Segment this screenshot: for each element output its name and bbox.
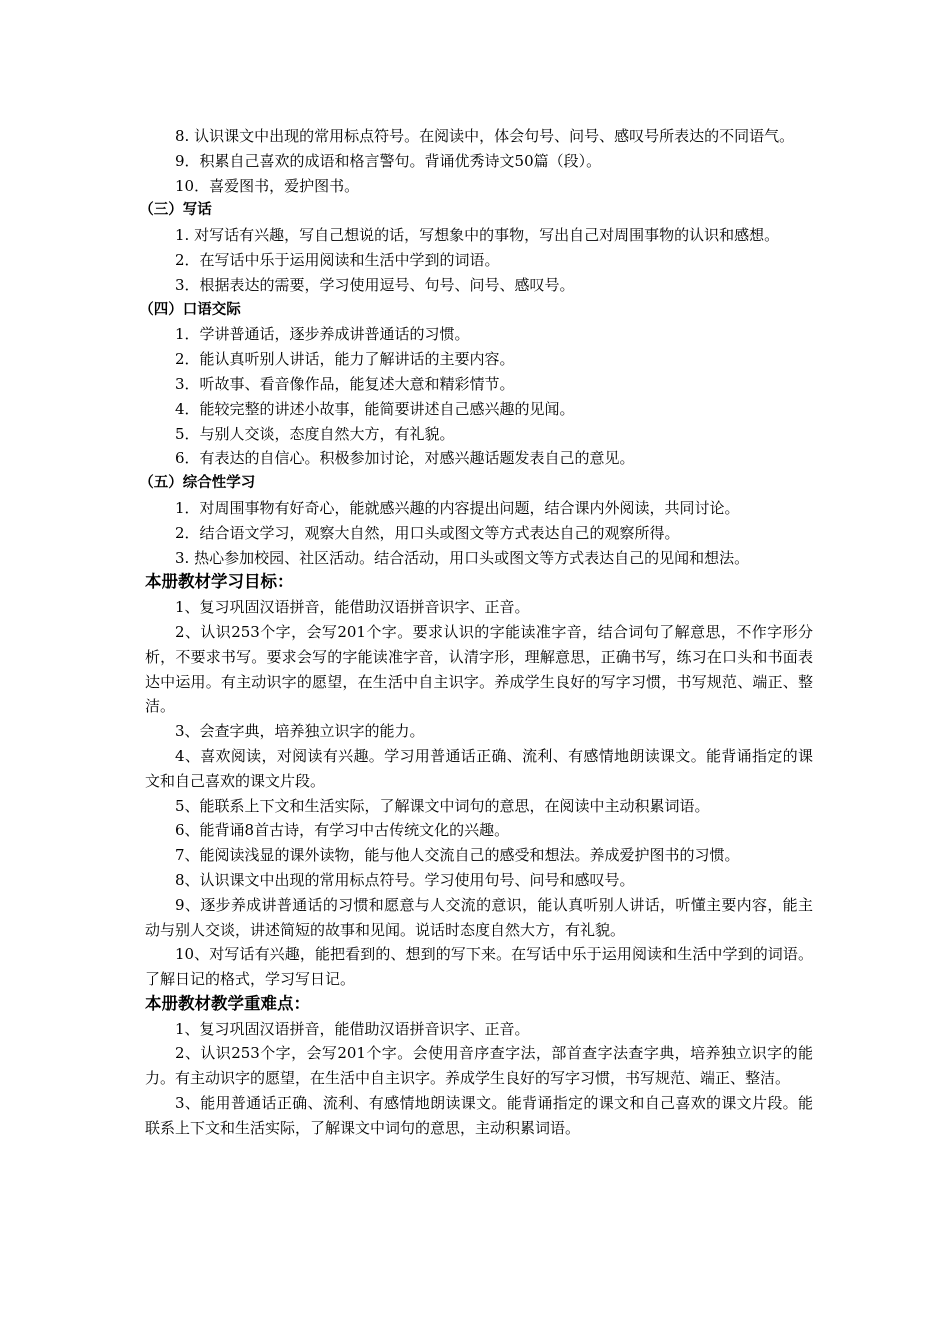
difficulty-item-2: 2、认识253个字，会写201个字。会使用音序查字法，部首查字法查字典，培养独立识字的能力。有主动识字的愿望，在生活中自主识字。养成学生良好的写字习惯，书写规范、端正、整洁。 (145, 1044, 813, 1088)
oral-item-4: 4．能较完整的讲述小故事，能简要讲述自己感兴趣的见闻。 (175, 399, 575, 418)
goal-item-8: 8、认识课文中出现的常用标点符号。学习使用句号、问号和感叹号。 (175, 870, 635, 889)
oral-item-1: 1．学讲普通话，逐步养成讲普通话的习惯。 (175, 325, 470, 344)
goal-item-2: 2、认识253个字，会写201个字。要求认识的字能读准字音，结合词句了解意思，不作字形分析，不要求书写。要求会写的字能读准字音，认清字形，理解意思，正确书写，练习在口头和书面表达中运用。有主动识字的愿望，在生活中自主识字。养成学生良好的写字习惯，书写规范、端正、整洁。 (145, 622, 813, 716)
difficulty-item-3: 3、能用普通话正确、流利、有感情地朗读课文。能背诵指定的课文和自己喜欢的课文片段。能联系上下文和生活实际，了解课文中词句的意思，主动积累词语。 (145, 1094, 813, 1137)
comprehensive-item-1: 1．对周围事物有好奇心，能就感兴趣的内容提出问题，结合课内外阅读，共同讨论。 (175, 498, 740, 517)
goals-heading: 本册教材学习目标： (145, 572, 294, 592)
goal-item-7: 7、能阅读浅显的课外读物，能与他人交流自己的感受和想法。养成爱护图书的习惯。 (175, 846, 740, 865)
difficulties-heading: 本册教材教学重难点： (145, 993, 310, 1013)
goal-item-9: 9、逐步养成讲普通话的习惯和愿意与人交流的意识，能认真听别人讲话，听懂主要内容，能主动与别人交谈，讲述简短的故事和见闻。说话时态度自然大方，有礼貌。 (145, 895, 813, 939)
oral-item-5: 5．与别人交谈，态度自然大方，有礼貌。 (175, 424, 455, 443)
comprehensive-item-3: 3. 热心参加校园、社区活动。结合活动，用口头或图文等方式表达自己的见闻和想法。 (175, 548, 750, 567)
comprehensive-heading: （五）综合性学习 (139, 475, 256, 492)
goal-item-10: 10、对写话有兴趣，能把看到的、想到的写下来。在写话中乐于运用阅读和生活中学到的词语。了解日记的格式，学习写日记。 (145, 945, 813, 989)
goal-item-5: 5、能联系上下文和生活实际，了解课文中词句的意思，在阅读中主动积累词语。 (175, 796, 710, 815)
oral-item-2: 2．能认真听别人讲话，能力了解讲话的主要内容。 (175, 350, 515, 369)
goal-item-4: 4、喜欢阅读，对阅读有兴趣。学习用普通话正确、流利、有感情地朗读课文。能背诵指定的课文和自己喜欢的课文片段。 (145, 746, 813, 790)
oral-heading: （四）口语交际 (139, 301, 241, 318)
goal-item-3: 3、会查字典，培养独立识字的能力。 (175, 722, 425, 741)
writing-item-1: 1. 对写话有兴趣，写自己想说的话，写想象中的事物，写出自己对周围事物的认识和感想。 (175, 226, 780, 245)
writing-item-2: 2．在写话中乐于运用阅读和生活中学到的词语。 (175, 250, 500, 269)
writing-item-3: 3．根据表达的需要，学习使用逗号、句号、问号、感叹号。 (175, 275, 575, 294)
goal-item-6: 6、能背诵8首古诗，有学习中古传统文化的兴趣。 (175, 821, 510, 840)
goal-item-1: 1、复习巩固汉语拼音，能借助汉语拼音识字、正音。 (175, 598, 530, 617)
oral-item-6: 6．有表达的自信心。积极参加讨论，对感兴趣话题发表自己的意见。 (175, 449, 635, 468)
oral-item-3: 3．听故事、看音像作品，能复述大意和精彩情节。 (175, 374, 515, 393)
comprehensive-item-2: 2．结合语文学习，观察大自然，用口头或图文等方式表达自己的观察所得。 (175, 523, 680, 542)
reading-item-9: 9．积累自己喜欢的成语和格言警句。背诵优秀诗文50篇（段）。 (175, 151, 602, 170)
document-body (139, 124, 813, 1141)
difficulty-item-1: 1、复习巩固汉语拼音，能借助汉语拼音识字、正音。 (175, 1019, 530, 1038)
writing-heading: （三）写话 (139, 202, 212, 219)
reading-item-10: 10．喜爱图书，爱护图书。 (175, 176, 360, 195)
reading-item-8: 8. 认识课文中出现的常用标点符号。在阅读中，体会句号、问号、感叹号所表达的不同语气。 (175, 127, 795, 145)
